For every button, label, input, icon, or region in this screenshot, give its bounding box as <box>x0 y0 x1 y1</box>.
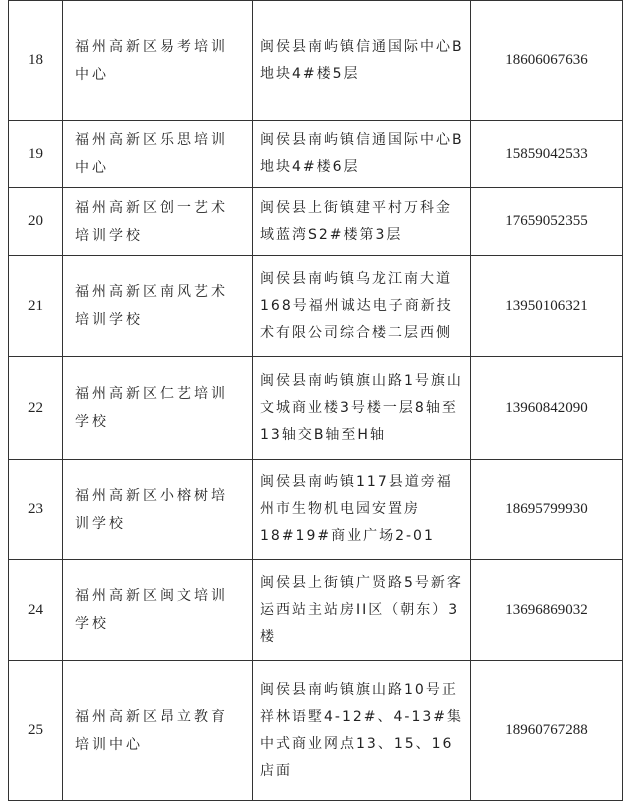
school-phone: 17659052355 <box>471 188 623 256</box>
school-name: 福州高新区易考培训中心 <box>63 1 253 121</box>
school-name: 福州高新区小榕树培训学校 <box>63 460 253 560</box>
table-row <box>9 256 623 357</box>
school-phone: 15859042533 <box>471 121 623 188</box>
school-phone: 18960767288 <box>471 661 623 801</box>
school-phone: 18695799930 <box>471 460 623 560</box>
table-row <box>9 188 623 256</box>
school-address: 闽侯县南屿镇117县道旁福州市生物机电园安置房18#19#商业广场2-01 <box>253 460 471 560</box>
row-number: 22 <box>9 357 63 460</box>
school-name: 福州高新区南风艺术培训学校 <box>63 256 253 357</box>
school-address: 闽侯县上街镇广贤路5号新客运西站主站房II区（朝东）3楼 <box>253 560 471 661</box>
school-address: 闽侯县上街镇建平村万科金域蓝湾S2#楼第3层 <box>253 188 471 256</box>
school-address: 闽侯县南屿镇乌龙江南大道168号福州诚达电子商新技术有限公司综合楼二层西侧 <box>253 256 471 357</box>
school-phone: 13696869032 <box>471 560 623 661</box>
row-number: 20 <box>9 188 63 256</box>
row-number: 18 <box>9 1 63 121</box>
school-phone: 13950106321 <box>471 256 623 357</box>
school-address: 闽侯县南屿镇旗山路10号正祥林语墅4-12#、4-13#集中式商业网点13、15、16店面 <box>253 661 471 801</box>
table-row <box>9 121 623 188</box>
school-address: 闽侯县南屿镇信通国际中心B地块4#楼5层 <box>253 1 471 121</box>
school-name: 福州高新区乐思培训中心 <box>63 121 253 188</box>
school-name: 福州高新区闽文培训学校 <box>63 560 253 661</box>
school-address: 闽侯县南屿镇信通国际中心B地块4#楼6层 <box>253 121 471 188</box>
table-row <box>9 1 623 121</box>
table-row <box>9 560 623 661</box>
table-row <box>9 357 623 460</box>
school-phone: 13960842090 <box>471 357 623 460</box>
school-name: 福州高新区仁艺培训学校 <box>63 357 253 460</box>
school-table <box>8 0 623 801</box>
row-number: 25 <box>9 661 63 801</box>
row-number: 21 <box>9 256 63 357</box>
school-name: 福州高新区昂立教育培训中心 <box>63 661 253 801</box>
row-number: 19 <box>9 121 63 188</box>
school-name: 福州高新区创一艺术培训学校 <box>63 188 253 256</box>
row-number: 23 <box>9 460 63 560</box>
school-phone: 18606067636 <box>471 1 623 121</box>
school-address: 闽侯县南屿镇旗山路1号旗山文城商业楼3号楼一层8轴至13轴交B轴至H轴 <box>253 357 471 460</box>
table-row <box>9 460 623 560</box>
row-number: 24 <box>9 560 63 661</box>
table-row <box>9 661 623 801</box>
